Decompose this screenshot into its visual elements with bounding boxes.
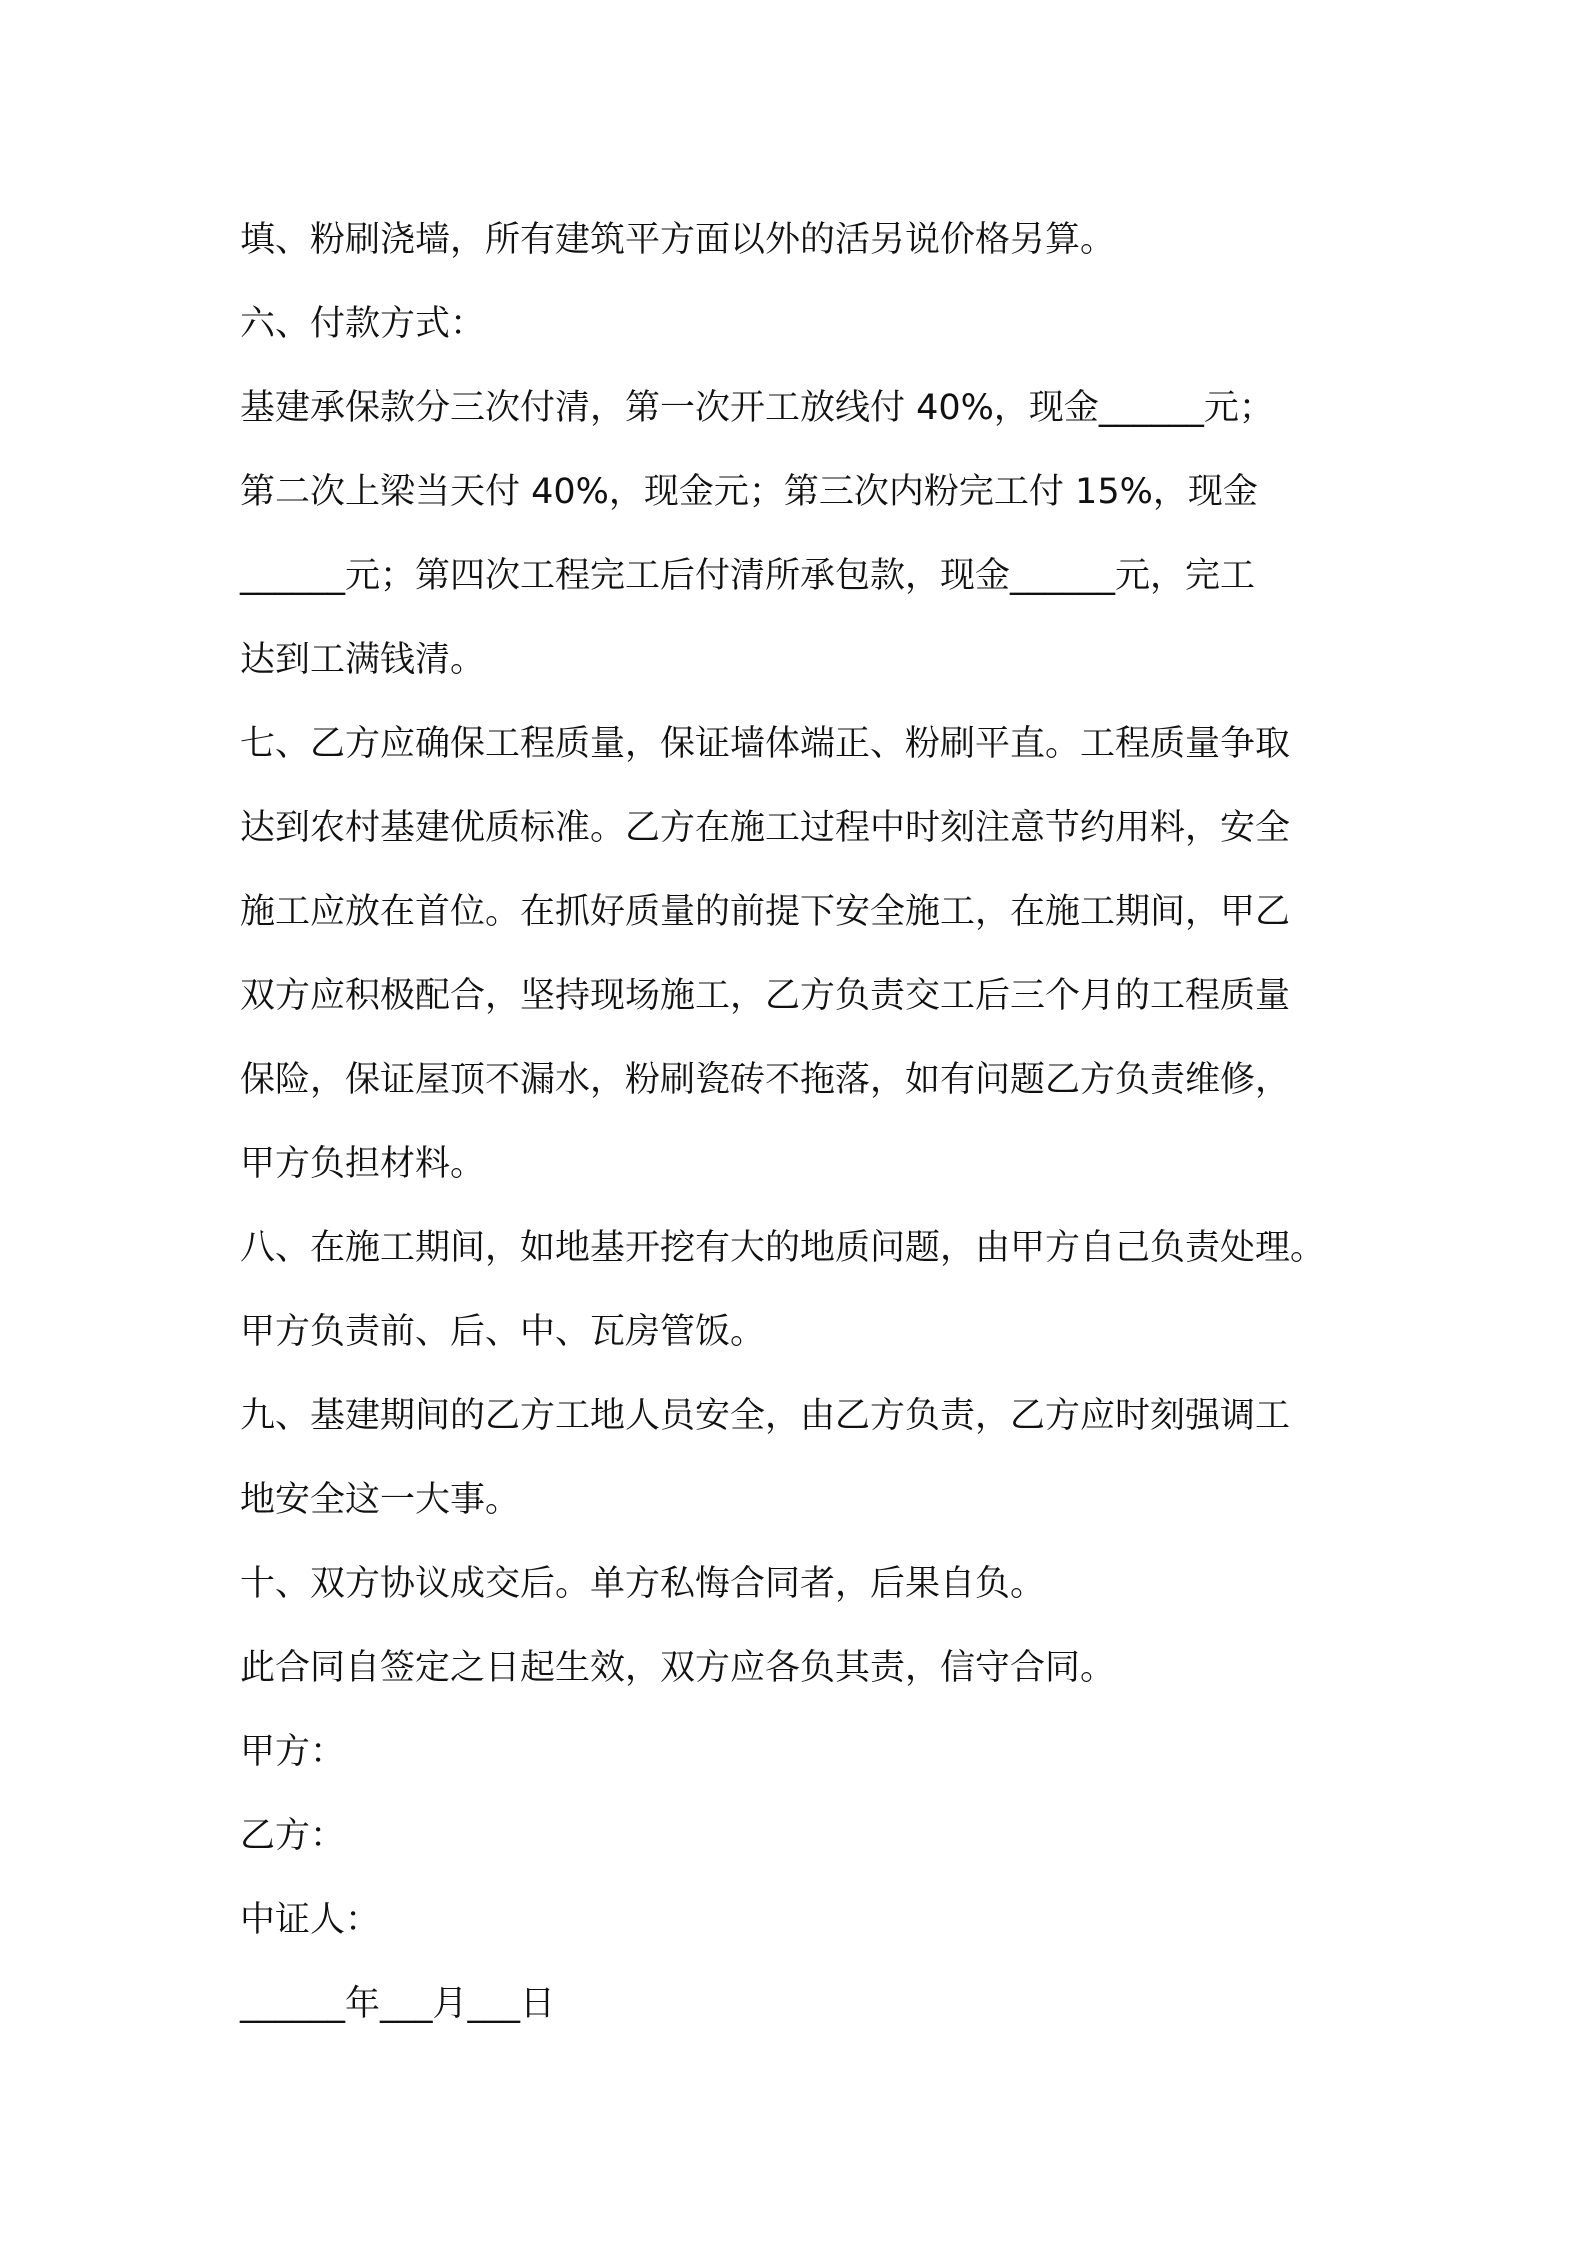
clause-nine-line-2: 地安全这一大事。 — [240, 1480, 521, 1520]
contract-text — [240, 198, 1360, 2046]
party-a-signature: 甲方： — [240, 1732, 346, 1772]
clause-ten: 十、双方协议成交后。单方私悔合同者，后果自负。 — [240, 1564, 1046, 1604]
clause-six-heading: 六、付款方式： — [240, 304, 486, 344]
clause-five-continuation: 填、粉刷浇墙，所有建筑平方面以外的活另说价格另算。 — [240, 220, 1116, 260]
witness-signature: 中证人： — [240, 1900, 381, 1940]
clause-six-line-1: 基建承保款分三次付清，第一次开工放线付 40%，现金______元； — [240, 388, 1274, 428]
clause-seven-line-4: 双方应积极配合，坚持现场施工，乙方负责交工后三个月的工程质量 — [240, 976, 1291, 1016]
clause-six-line-2: 第二次上梁当天付 40%，现金元；第三次内粉完工付 15%，现金 — [240, 472, 1258, 512]
clause-eight-line-1: 八、在施工期间，如地基开挖有大的地质问题，由甲方自己负责处理。 — [240, 1228, 1326, 1268]
clause-seven-line-2: 达到农村基建优质标准。乙方在施工过程中时刻注意节约用料，安全 — [240, 808, 1291, 848]
clause-seven-line-1: 七、乙方应确保工程质量，保证墙体端正、粉刷平直。工程质量争取 — [240, 724, 1291, 764]
clause-seven-line-6: 甲方负担材料。 — [240, 1144, 486, 1184]
party-b-signature: 乙方： — [240, 1816, 346, 1856]
clause-six-line-4: 达到工满钱清。 — [240, 640, 486, 680]
clause-eight-line-2: 甲方负责前、后、中、瓦房管饭。 — [240, 1312, 766, 1352]
effective-clause: 此合同自签定之日起生效，双方应各负其责，信守合同。 — [240, 1648, 1116, 1688]
clause-seven-line-5: 保险，保证屋顶不漏水，粉刷瓷砖不拖落，如有问题乙方负责维修， — [240, 1060, 1291, 1100]
clause-six-line-3: ______元；第四次工程完工后付清所承包款，现金______元，完工 — [240, 556, 1256, 596]
signing-date: ______年___月___日 — [240, 1984, 556, 2024]
clause-seven-line-3: 施工应放在首位。在抓好质量的前提下安全施工，在施工期间，甲乙 — [240, 892, 1291, 932]
clause-nine-line-1: 九、基建期间的乙方工地人员安全，由乙方负责，乙方应时刻强调工 — [240, 1396, 1291, 1436]
